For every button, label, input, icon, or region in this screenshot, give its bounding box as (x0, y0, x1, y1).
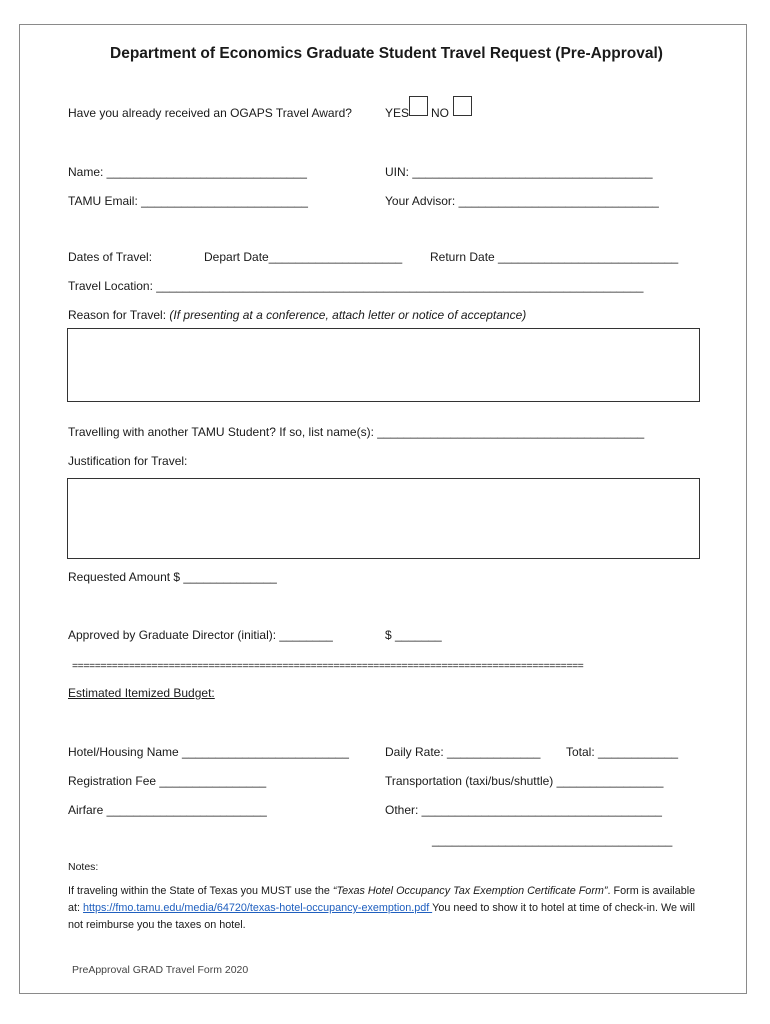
dates-label: Dates of Travel: (68, 250, 153, 264)
reason-label (68, 308, 526, 322)
ogaps-question: Have you already received an OGAPS Travel Award? (68, 106, 352, 120)
notes-text-2: . Form is available at: (68, 885, 696, 914)
section-divider: ========================================================================================== (72, 660, 584, 672)
other-field[interactable]: Other: ____________________________________ (385, 803, 662, 817)
yes-label: YES (385, 106, 410, 120)
name-field[interactable]: Name: ______________________________ (68, 165, 307, 179)
advisor-field[interactable]: Your Advisor: ______________________________ (385, 194, 659, 208)
no-checkbox[interactable] (453, 96, 472, 116)
justification-label: Justification for Travel: (68, 454, 188, 468)
approved-by-field[interactable]: Approved by Graduate Director (initial): ________ (68, 628, 333, 642)
other-field-line-2[interactable]: ____________________________________ (432, 833, 673, 847)
airfare-field[interactable]: Airfare ________________________ (68, 803, 267, 817)
travelling-with-field[interactable]: Travelling with another TAMU Student? If so, list name(s): ________________________________________ (68, 425, 645, 439)
return-date-field[interactable]: Return Date ___________________________ (430, 250, 679, 264)
form-page (19, 24, 747, 994)
reason-textarea[interactable] (67, 328, 700, 402)
notes-paragraph (68, 883, 698, 934)
total-field[interactable]: Total: ____________ (566, 745, 679, 759)
form-footer: PreApproval GRAD Travel Form 2020 (72, 964, 249, 976)
reason-note: (If presenting at a conference, attach letter or notice of acceptance) (169, 308, 527, 322)
uin-field[interactable]: UIN: ____________________________________ (385, 165, 653, 179)
registration-fee-field[interactable]: Registration Fee ________________ (68, 774, 267, 788)
email-field[interactable]: TAMU Email: _________________________ (68, 194, 308, 208)
transportation-field[interactable]: Transportation (taxi/bus/shuttle) ________________ (385, 774, 664, 788)
requested-amount-field[interactable]: Requested Amount $ ______________ (68, 570, 277, 584)
travel-location-field[interactable]: Travel Location: _________________________________________________________________________ (68, 279, 644, 293)
notes-text-3: You need to show it to hotel at time of check-in. We will not reimburse you the taxes on hotel. (68, 902, 695, 931)
notes-heading: Notes: (68, 861, 99, 873)
form-title: Department of Economics Graduate Student Travel Request (Pre-Approval) (110, 45, 663, 62)
justification-textarea[interactable] (67, 478, 700, 559)
no-label: NO (431, 106, 449, 120)
exemption-form-link[interactable]: https://fmo.tamu.edu/media/64720/texas-hotel-occupancy-exemption.pdf (83, 902, 433, 914)
budget-heading: Estimated Itemized Budget: (68, 686, 215, 700)
daily-rate-field[interactable]: Daily Rate: ______________ (385, 745, 541, 759)
yes-checkbox[interactable] (409, 96, 428, 116)
notes-form-name: “Texas Hotel Occupancy Tax Exemption Certificate Form” (332, 885, 608, 897)
hotel-field[interactable]: Hotel/Housing Name _________________________ (68, 745, 349, 759)
reason-label-text: Reason for Travel: (68, 308, 170, 322)
approved-amount-field[interactable]: $ _______ (385, 628, 442, 642)
notes-text-1: If traveling within the State of Texas you MUST use the (68, 885, 333, 897)
depart-date-field[interactable]: Depart Date____________________ (204, 250, 403, 264)
